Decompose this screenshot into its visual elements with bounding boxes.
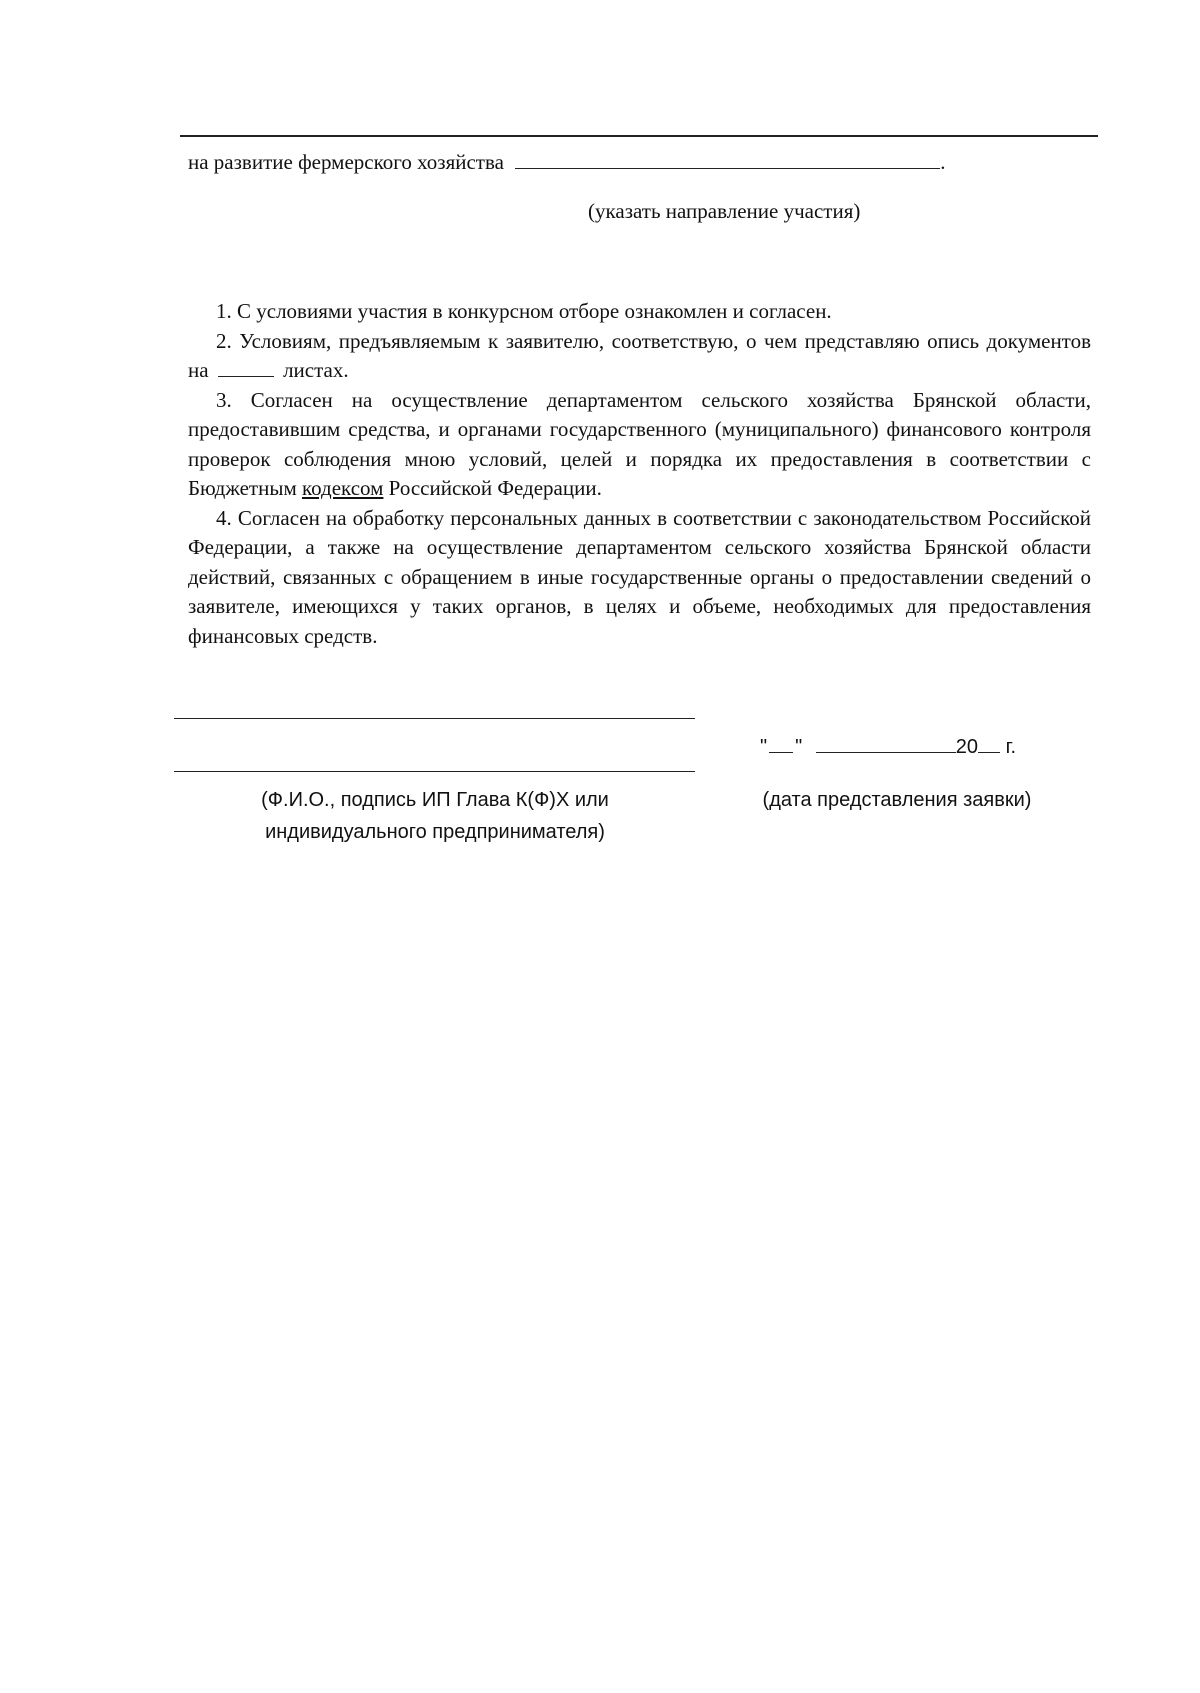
clause-3: [188, 386, 1091, 504]
date-year-prefix: 20: [955, 736, 979, 758]
clause-3-text: 3. Согласен на осуществление департаментом сельского хозяйства Брянской области, предоставившим средства, и органами государственного (муниципального) финансового контроля проверок соблюдения мною условий, целей и порядка их предоставления в соответствии с Бюджетным: [188, 387, 1091, 500]
signature-caption-line-2: индивидуального предпринимателя): [265, 821, 605, 843]
date-close-quote: ": [795, 736, 803, 758]
date-year-blank[interactable]: [978, 734, 1000, 753]
signature-caption: [200, 784, 670, 848]
clause-2-end: листах.: [283, 358, 349, 382]
consent-clauses: [188, 297, 1091, 651]
clause-4: 4. Согласен на обработку персональных данных в соответствии с законодательством Российской Федерации, а также на осуществление департаментом сельского хозяйства Брянской области действий, связанных с обращением в иные государственные органы о предоставлении сведений о заявителе, имеющихся у таких органов, в целях и объеме, необходимых для предоставления финансовых средств.: [188, 505, 1091, 648]
sheets-count-blank[interactable]: [218, 358, 274, 377]
name-signature-line-2[interactable]: [174, 771, 695, 772]
purpose-line: [188, 148, 945, 176]
top-rule: [180, 135, 1098, 137]
purpose-label: на развитие фермерского хозяйства: [188, 150, 504, 174]
name-signature-line-1[interactable]: [174, 718, 695, 719]
signature-caption-line-1: (Ф.И.О., подпись ИП Глава К(Ф)Х или: [261, 789, 609, 811]
date-caption: (дата представления заявки): [762, 789, 1032, 811]
clause-1: 1. С условиями участия в конкурсном отборе ознакомлен и согласен.: [216, 299, 832, 323]
date-line: [760, 733, 1016, 761]
clause-2-text: 2. Условиям, предъявляемым к заявителю, соответствую, о чем представляю опись документов на: [188, 328, 1091, 382]
purpose-end: .: [940, 150, 946, 174]
date-open-quote: ": [760, 736, 768, 758]
code-link[interactable]: кодексом: [301, 476, 384, 500]
date-day-blank[interactable]: [769, 734, 793, 753]
clause-2: [188, 327, 1091, 386]
date-month-blank[interactable]: [816, 734, 956, 753]
purpose-blank[interactable]: [515, 150, 940, 169]
clause-3-end: Российской Федерации.: [388, 476, 602, 500]
purpose-hint: (указать направление участия): [588, 199, 861, 223]
date-year-suffix: г.: [1005, 736, 1017, 758]
